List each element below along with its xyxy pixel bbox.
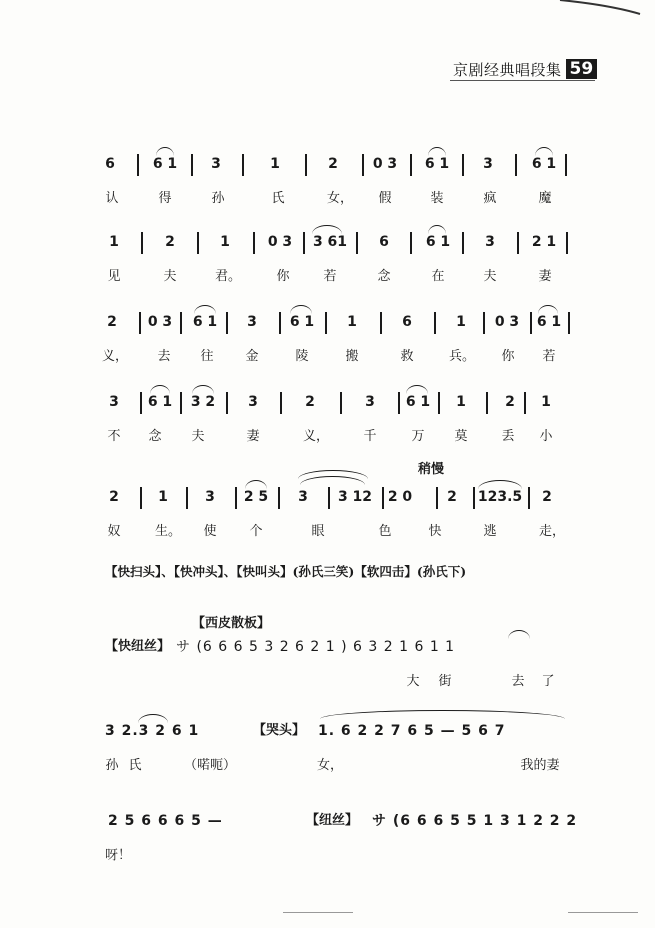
lyric: 认 (105, 191, 119, 206)
lyric: 使 (203, 524, 217, 539)
barline (356, 232, 358, 254)
lyric: 生。 (154, 524, 182, 539)
lyric: 搬 (345, 349, 359, 364)
lyric: 君。 (214, 269, 242, 284)
note: 6 1 (424, 156, 450, 172)
slur (150, 385, 170, 394)
lyric: 眼 (311, 524, 325, 539)
note: 0 3 (267, 234, 293, 250)
barline (140, 392, 142, 414)
slur (138, 714, 168, 723)
lyric: 个 (249, 524, 263, 539)
barline (328, 487, 330, 509)
note: 6 1 (152, 156, 178, 172)
barline (410, 232, 412, 254)
lyric: 小 (539, 429, 553, 444)
barline (340, 392, 342, 414)
lyric: 念 (377, 269, 391, 284)
barline (242, 154, 244, 176)
lyric: 去 (157, 349, 171, 364)
slur (508, 630, 530, 639)
note: 2 (505, 394, 515, 410)
lyric: 呀！ (104, 848, 132, 863)
lyric: 若 (542, 349, 556, 364)
note: 3 12 (337, 489, 373, 505)
scan-mark (568, 912, 638, 913)
lyric: 逃 (483, 524, 497, 539)
slur (290, 305, 312, 314)
barline (486, 392, 488, 414)
barline (462, 232, 464, 254)
barline (515, 154, 517, 176)
note: 2 0 (387, 489, 413, 505)
lyric: 你 (501, 349, 515, 364)
lyric: 我的妻 (520, 758, 560, 773)
barline (278, 487, 280, 509)
lyric: 快 (428, 524, 442, 539)
note: 6 1 (147, 394, 173, 410)
barline (226, 312, 228, 334)
melody-tag: 【纽丝】 (306, 813, 359, 828)
book-title: 京剧经典唱段集 (453, 60, 562, 79)
lyric: 兵。 (448, 349, 476, 364)
lyric: 色 (378, 524, 392, 539)
header-rule (450, 80, 595, 81)
note: 1 (347, 314, 357, 330)
percussion-cues: 【快扫头】、【快冲头】、【快叫头】(孙氏三笑)【软四击】(孙氏下) (105, 564, 467, 579)
note: 6 1 (405, 394, 431, 410)
lyric: 念 (148, 429, 162, 444)
slur (538, 305, 558, 314)
note: 3 (298, 489, 308, 505)
lyric: （喏呃） (183, 758, 237, 773)
lyric: 夫 (163, 269, 177, 284)
lyric: 女， (326, 191, 354, 206)
lyric: 走， (538, 524, 566, 539)
lyric: 救 (400, 349, 414, 364)
lyric: 莫 (454, 429, 468, 444)
note: 1 (541, 394, 551, 410)
lyric: 你 (276, 269, 290, 284)
melody-notes: サ (6 6 6 5 5 1 3 1 2 2 2 (372, 813, 578, 829)
lyric: 夫 (483, 269, 497, 284)
barline (180, 392, 182, 414)
barline (438, 392, 440, 414)
lyric: 夫 (191, 429, 205, 444)
slur (428, 147, 446, 156)
melody-notes: 1. 6 2 2 7 6 5 — 5 6 7 (318, 723, 506, 739)
lyric: 万 (411, 429, 425, 444)
barline (197, 232, 199, 254)
score-line-1 (0, 155, 655, 225)
note: 2 (165, 234, 175, 250)
note: 6 1 (289, 314, 315, 330)
slur (312, 225, 342, 234)
barline (191, 154, 193, 176)
barline (398, 392, 400, 414)
lyric: 妻 (538, 269, 552, 284)
score-line-2 (0, 233, 655, 303)
barline (434, 312, 436, 334)
score-line-7 (0, 722, 655, 792)
lyric: 女， (316, 758, 344, 773)
barline (483, 312, 485, 334)
lyric: 氏 (271, 191, 285, 206)
lyric: 氏 (128, 758, 142, 773)
note: 6 (379, 234, 389, 250)
slur (478, 480, 522, 489)
note: 6 1 (536, 314, 562, 330)
note: 123.5 (477, 489, 523, 505)
lyric: 义， (101, 349, 129, 364)
lyric: 妻 (246, 429, 260, 444)
lyric: 丢 (501, 429, 515, 444)
barline (530, 312, 532, 334)
section-label: 【西皮散板】 (192, 616, 271, 631)
note: 1 (109, 234, 119, 250)
lyric: 往 (200, 349, 214, 364)
lyric: 若 (323, 269, 337, 284)
melody-tag: 【哭头】 (253, 723, 306, 738)
barline (280, 392, 282, 414)
barline (235, 487, 237, 509)
barline (139, 312, 141, 334)
note: 3 (205, 489, 215, 505)
note: 1 (220, 234, 230, 250)
barline (226, 392, 228, 414)
barline (382, 487, 384, 509)
melody-tag: 【快纽丝】 (105, 639, 171, 654)
barline (305, 154, 307, 176)
note: 1 (270, 156, 280, 172)
note: 3 (211, 156, 221, 172)
lyric: 孙 (105, 758, 119, 773)
note: 3 (483, 156, 493, 172)
note: 3 2 (190, 394, 216, 410)
lyric: 假 (378, 191, 392, 206)
barline (140, 487, 142, 509)
lyric: 大 (406, 674, 420, 689)
lyric: 疯 (483, 191, 497, 206)
melody-notes: サ (6 6 6 5 3 2 6 2 1 ) 6 3 2 1 6 1 1 (176, 639, 456, 655)
note: 2 5 (243, 489, 269, 505)
barline (380, 312, 382, 334)
lyric: 不 (107, 429, 121, 444)
slur (406, 385, 428, 394)
lyric: 见 (107, 269, 121, 284)
barline (473, 487, 475, 509)
slur (428, 225, 446, 234)
note: 3 (247, 314, 257, 330)
lyric: 去 (511, 674, 525, 689)
tempo-mark: 稍慢 (418, 462, 445, 477)
note: 6 1 (531, 156, 557, 172)
barline (186, 487, 188, 509)
lyric: 在 (431, 269, 445, 284)
note: 6 1 (425, 234, 451, 250)
note: 6 1 (192, 314, 218, 330)
note: 6 (105, 156, 115, 172)
slur (320, 710, 565, 719)
lyric: 了 (541, 674, 555, 689)
barline (566, 232, 568, 254)
slur (156, 147, 174, 156)
score-line-4 (0, 393, 655, 463)
page-header (453, 58, 603, 80)
page-number: 59 (566, 59, 598, 79)
score-line-6 (0, 638, 655, 708)
barline (528, 487, 530, 509)
note: 3 (248, 394, 258, 410)
note: 3 (109, 394, 119, 410)
lyric: 金 (245, 349, 259, 364)
note: 2 (542, 489, 552, 505)
note: 2 (447, 489, 457, 505)
note: 3 61 (312, 234, 348, 250)
note: 1 (456, 314, 466, 330)
barline (362, 154, 364, 176)
note: 2 (107, 314, 117, 330)
barline (517, 232, 519, 254)
page-corner-scan-artifact (0, 0, 655, 30)
note: 2 1 (531, 234, 557, 250)
slur (535, 147, 553, 156)
barline (137, 154, 139, 176)
slur (192, 385, 214, 394)
barline (410, 154, 412, 176)
score-line-5 (0, 462, 655, 558)
barline (253, 232, 255, 254)
barline (568, 312, 570, 334)
note: 6 (402, 314, 412, 330)
melody-notes: 2 5 6 6 6 5 — (108, 813, 223, 829)
note: 2 (328, 156, 338, 172)
note: 2 (109, 489, 119, 505)
lyric: 陵 (295, 349, 309, 364)
barline (436, 487, 438, 509)
score-line-3 (0, 313, 655, 383)
lyric: 孙 (211, 191, 225, 206)
melody-notes: 3 2.3 2 6 1 (105, 723, 200, 739)
barline (565, 154, 567, 176)
barline (180, 312, 182, 334)
barline (141, 232, 143, 254)
lyric: 千 (363, 429, 377, 444)
note: 0 3 (372, 156, 398, 172)
note: 3 (485, 234, 495, 250)
lyric: 街 (438, 674, 452, 689)
note: 3 (365, 394, 375, 410)
lyric: 奴 (107, 524, 121, 539)
barline (279, 312, 281, 334)
slur (245, 480, 267, 489)
note: 1 (456, 394, 466, 410)
lyric: 装 (430, 191, 444, 206)
note: 0 3 (147, 314, 173, 330)
lyric: 魔 (538, 191, 552, 206)
slur (194, 305, 216, 314)
note: 2 (305, 394, 315, 410)
barline (303, 232, 305, 254)
note: 1 (158, 489, 168, 505)
barline (462, 154, 464, 176)
score-line-8 (0, 812, 655, 882)
note: 0 3 (494, 314, 520, 330)
barline (325, 312, 327, 334)
lyric: 义， (302, 429, 330, 444)
scan-mark (283, 912, 353, 913)
lyric: 得 (158, 191, 172, 206)
barline (524, 392, 526, 414)
